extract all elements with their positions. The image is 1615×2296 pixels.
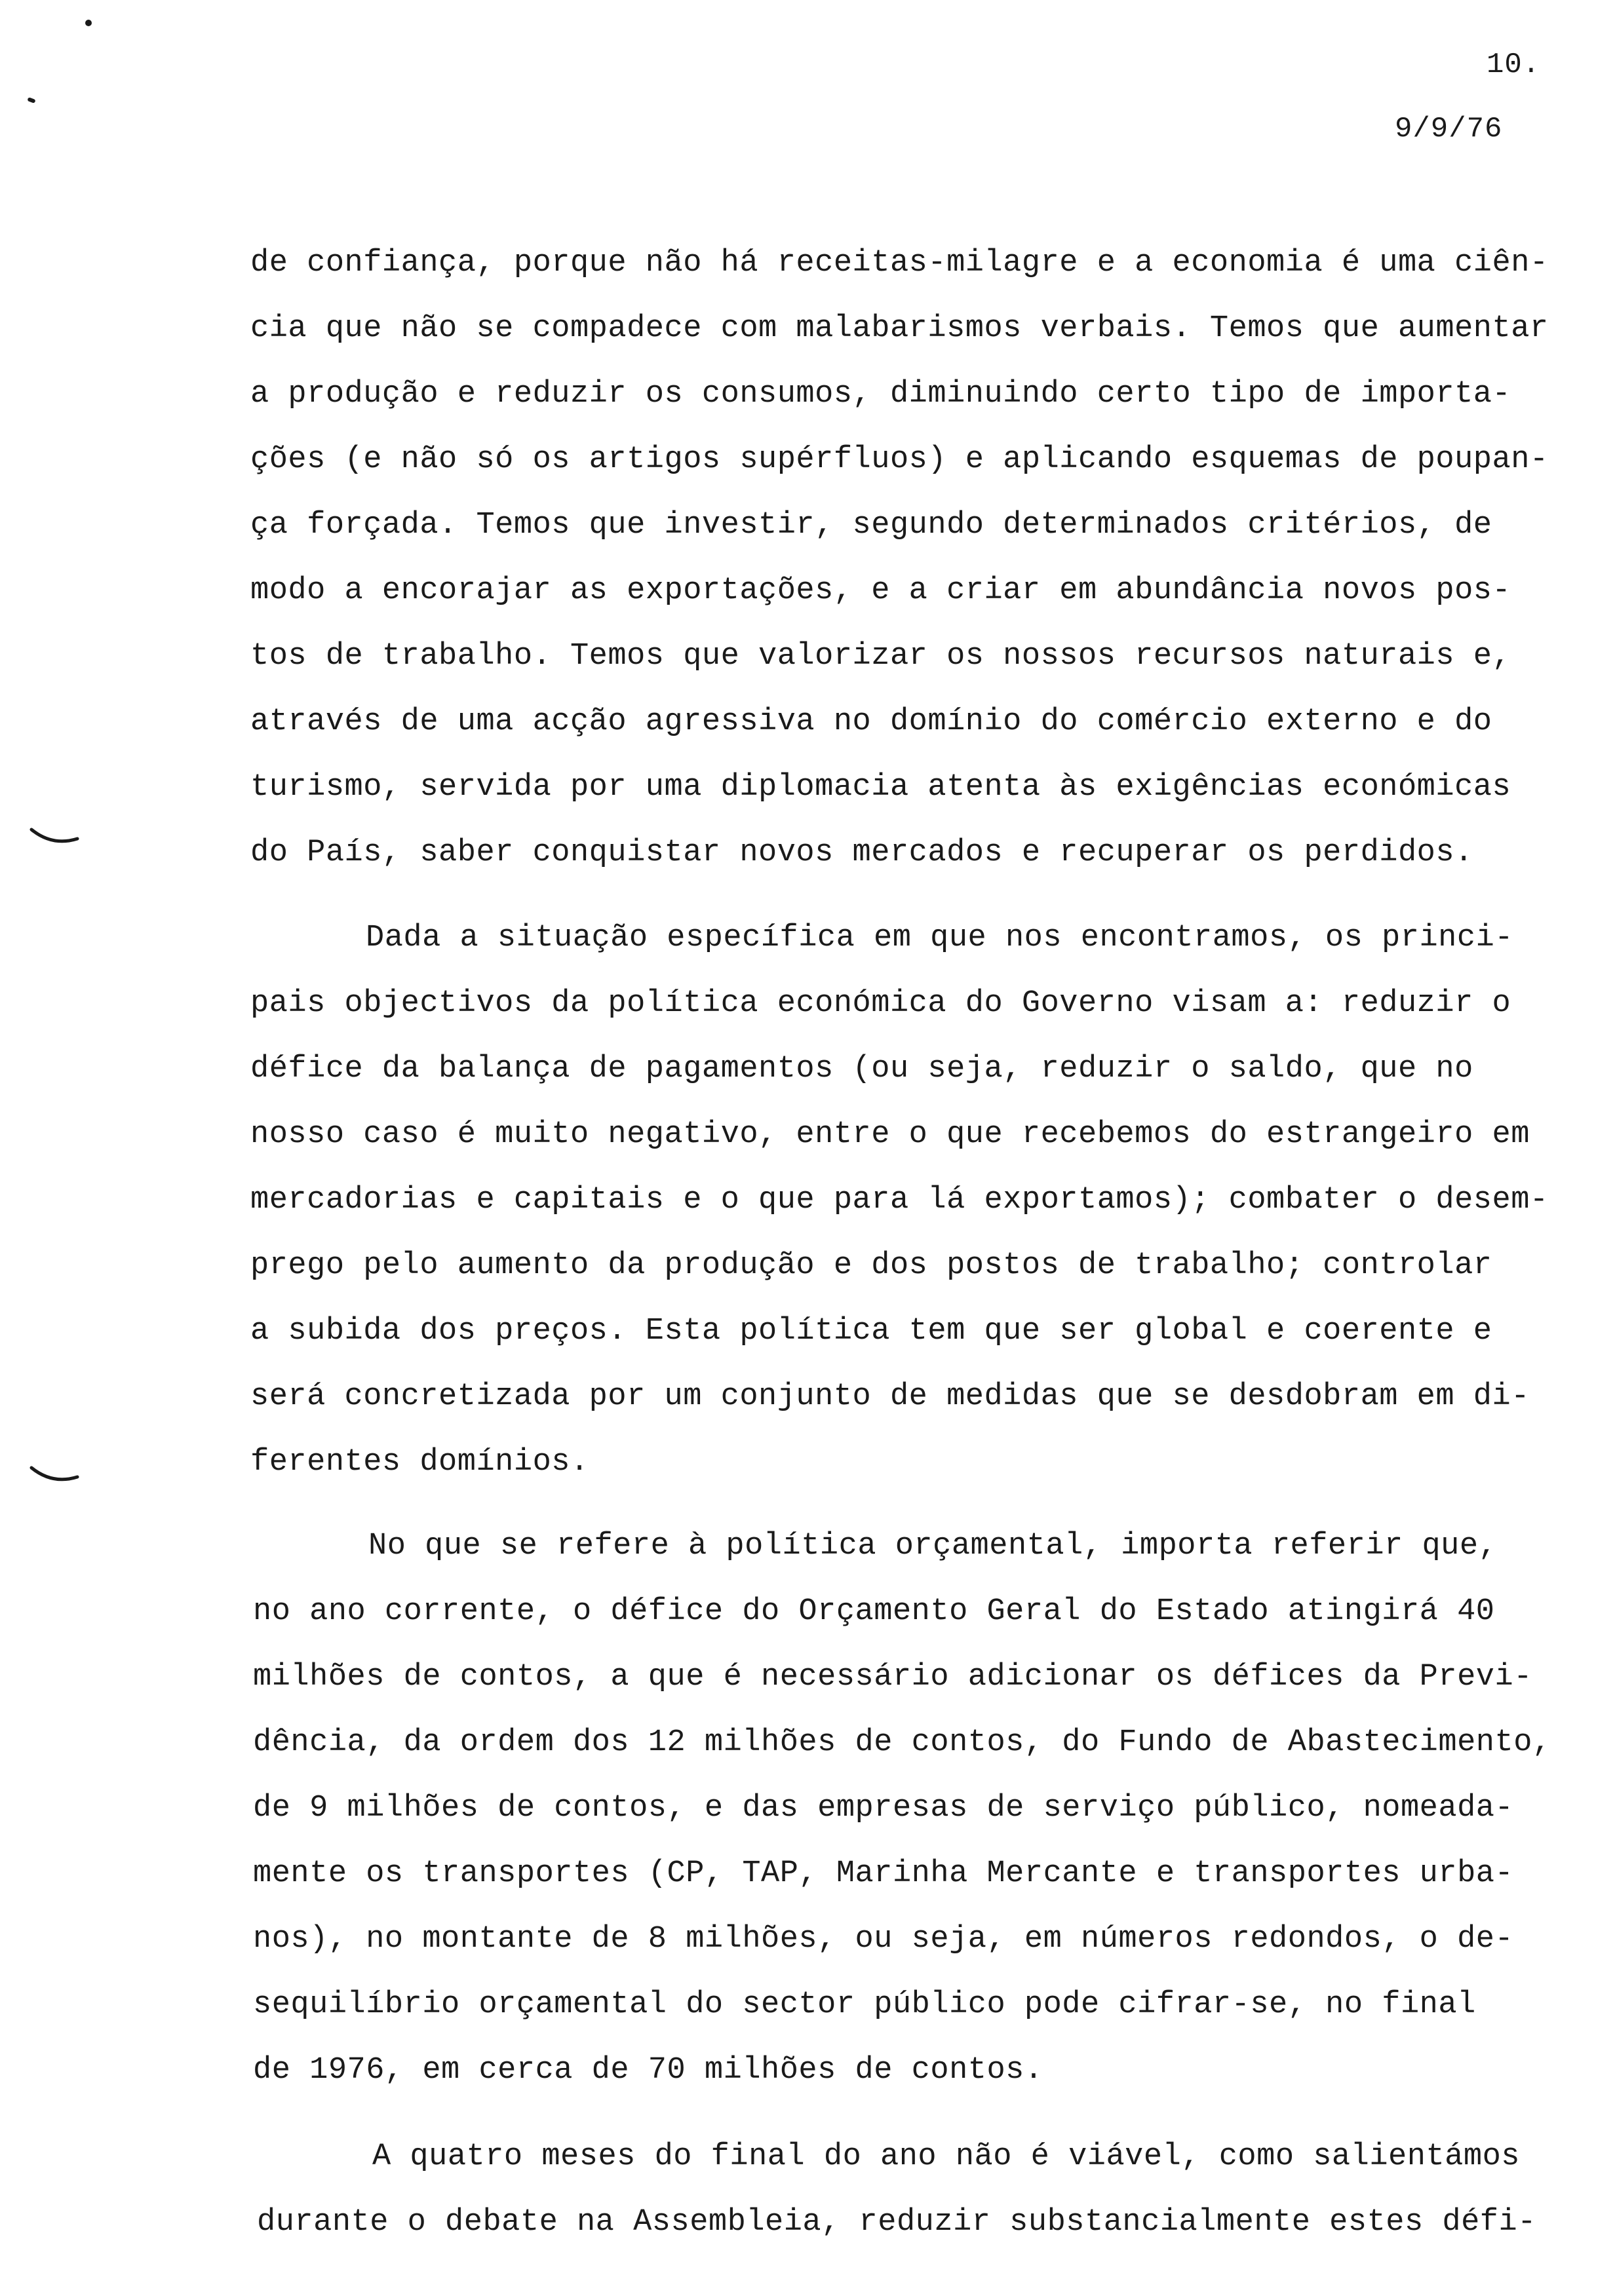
text-line: durante o debate na Assembleia, reduzir substancialmente estes défi- <box>257 2205 1536 2240</box>
text-line: turismo, servida por uma diplomacia atenta às exigências económicas <box>250 770 1511 805</box>
text-line: a subida dos preços. Esta política tem que ser global e coerente e <box>250 1314 1492 1349</box>
text-line: será concretizada por um conjunto de medidas que se desdobram em di- <box>250 1379 1530 1414</box>
text-line: pais objectivos da política económica do Governo visam a: reduzir o <box>250 986 1511 1021</box>
text-line: modo a encorajar as exportações, e a criar em abundância novos pos- <box>250 573 1511 608</box>
text-line: ções (e não só os artigos supérfluos) e aplicando esquemas de poupan- <box>250 442 1549 477</box>
text-line: de 1976, em cerca de 70 milhões de contos. <box>253 2053 1043 2088</box>
page-date: 9/9/76 <box>1395 113 1503 145</box>
text-line: défice da balança de pagamentos (ou seja, reduzir o saldo, que no <box>250 1052 1473 1086</box>
text-line: nosso caso é muito negativo, entre o que recebemos do estrangeiro em <box>250 1117 1530 1152</box>
text-line: mente os transportes (CP, TAP, Marinha Mercante e transportes urba- <box>253 1856 1514 1891</box>
text-line: através de uma acção agressiva no domínio do comércio externo e do <box>250 704 1492 739</box>
punch-hole-mark-upper <box>29 827 80 844</box>
text-line: no ano corrente, o défice do Orçamento Geral do Estado atingirá 40 <box>253 1594 1495 1629</box>
punch-hole-mark-lower <box>29 1465 80 1482</box>
text-line: tos de trabalho. Temos que valorizar os nossos recursos naturais e, <box>250 639 1511 674</box>
page-number: 10. <box>1487 48 1541 81</box>
text-line: nos), no montante de 8 milhões, ou seja, em números redondos, o de- <box>253 1922 1514 1957</box>
text-line: dência, da ordem dos 12 milhões de contos, do Fundo de Abastecimento, <box>253 1725 1551 1760</box>
text-line: sequilíbrio orçamental do sector público pode cifrar-se, no final <box>253 1987 1476 2022</box>
text-line: de confiança, porque não há receitas-milagre e a economia é uma ciên- <box>250 246 1549 280</box>
text-line: de 9 milhões de contos, e das empresas de serviço público, nomeada- <box>253 1791 1514 1826</box>
text-line: ferentes domínios. <box>250 1445 589 1480</box>
text-line: ça forçada. Temos que investir, segundo determinados critérios, de <box>250 508 1492 543</box>
text-line: cia que não se compadece com malabarismos verbais. Temos que aumentar <box>250 311 1549 346</box>
text-line: prego pelo aumento da produção e dos postos de trabalho; controlar <box>250 1248 1492 1283</box>
scan-dash-mark <box>27 97 35 104</box>
text-line: No que se refere à política orçamental, importa referir que, <box>368 1529 1498 1563</box>
text-line: Dada a situação específica em que nos encontramos, os princi- <box>366 921 1513 955</box>
text-line: milhões de contos, a que é necessário adicionar os défices da Previ- <box>253 1660 1532 1694</box>
text-line: A quatro meses do final do ano não é viável, como salientámos <box>372 2139 1520 2174</box>
text-line: do País, saber conquistar novos mercados e recuperar os perdidos. <box>250 835 1473 870</box>
text-line: a produção e reduzir os consumos, diminuindo certo tipo de importa- <box>250 377 1511 411</box>
scan-dot-mark <box>85 20 92 26</box>
text-line: mercadorias e capitais e o que para lá exportamos); combater o desem- <box>250 1183 1549 1217</box>
